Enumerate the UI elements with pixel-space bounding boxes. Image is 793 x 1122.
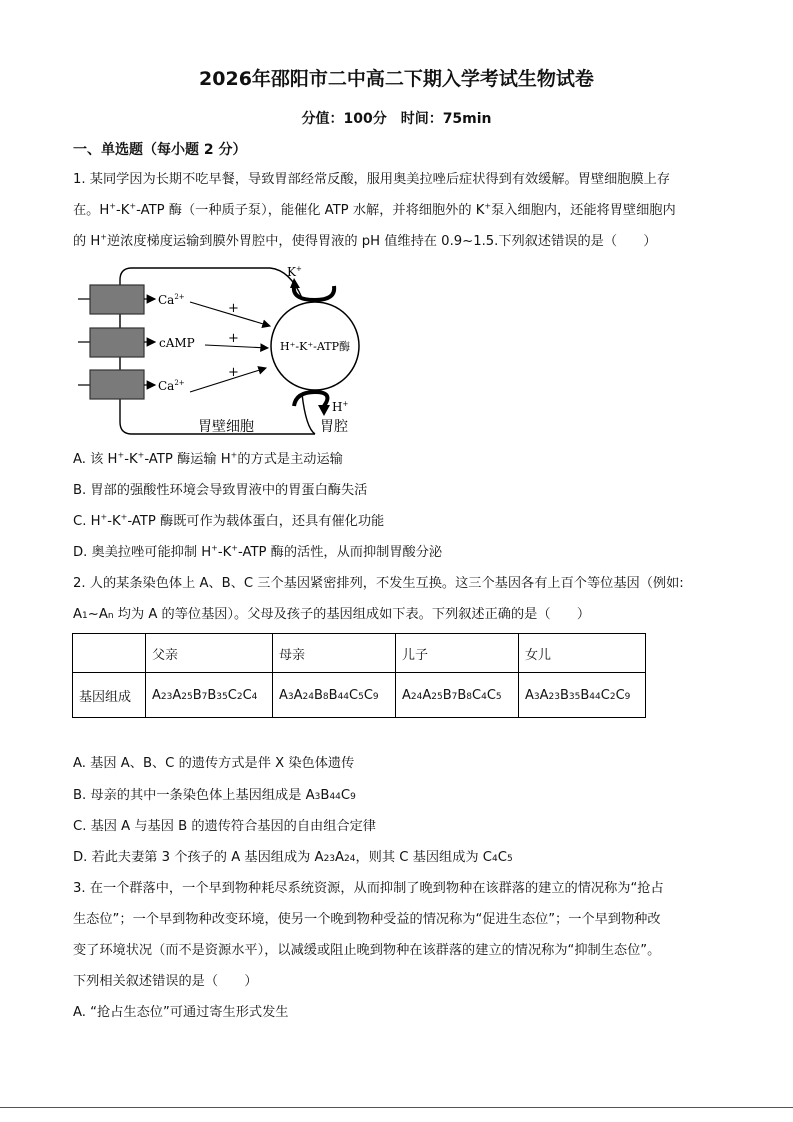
allele-number: 2: [236, 691, 243, 702]
plus-sign-top: +: [228, 301, 239, 316]
table-header-cell: [73, 634, 146, 673]
gene-letter: A: [539, 687, 549, 703]
table-header-row: [73, 634, 646, 673]
gene-letter: A: [402, 687, 411, 703]
q1-stem-line-3: 的 H+逆浓度梯度运输到膜外胃腔中，使得胃液的 pH 值维持在 0.9~1.5.下列叙述错误的是（ ）: [73, 232, 657, 249]
h-ion-arrow: [294, 392, 327, 406]
q2-stem-line-1: 2. 人的某条染色体上 A、B、C 三个基因紧密排列，不发生互换。这三个基因各有上百个等位基因（例如:: [73, 576, 684, 591]
table-row: [73, 673, 646, 718]
q3-stem-line-3: 变了环境状况（而不是资源水平），以减缓或阻止晚到物种在该群落的建立的情况称为“抑制生态位”。: [73, 943, 661, 958]
allele-number: 35: [568, 691, 581, 702]
table-header-cell: 父亲: [146, 634, 273, 673]
q3-stem-line-1: 3. 在一个群落中，一个早到物种耗尽系统资源，从而抑制了晚到物种在该群落的建立的情况称为“抢占: [73, 881, 664, 896]
q1-stem-line-2: 在。H+-K+-ATP 酶（一种质子泵），能催化 ATP 水解，并将细胞外的 K+泵入细胞内，还能将胃壁细胞内: [73, 201, 676, 218]
genotype-cell-mother: [273, 673, 396, 718]
ca-label-bottom: $Ca^{2+}$: [158, 379, 185, 393]
allele-number: 7: [451, 691, 458, 702]
allele-number: 4: [481, 691, 487, 702]
q1-option-b[interactable]: B. 胃部的强酸性环境会导致胃液中的胃蛋白酶失活: [73, 483, 368, 498]
receptor-box-middle: [90, 328, 144, 357]
gene-letter: C: [349, 687, 359, 703]
plus-sign-bottom: +: [228, 365, 239, 380]
gene-letter: B: [192, 687, 202, 703]
q2-option-d[interactable]: D. 若此夫妻第 3 个孩子的 A 基因组成为 A23A24，则其 C 基因组成为 C4C5: [73, 850, 513, 865]
q1-option-a[interactable]: A. 该 H+-K+-ATP 酶运输 H+的方式是主动运输: [73, 450, 343, 467]
gene-letter: A: [422, 687, 432, 703]
allele-number: 2: [609, 691, 616, 702]
allele-number: 3: [533, 691, 540, 702]
q1-option-d[interactable]: D. 奥美拉唑可能抑制 H+-K+-ATP 酶的活性，从而抑制胃酸分泌: [73, 543, 443, 560]
allele-number: 4: [251, 691, 258, 702]
table-header-cell: 儿子: [396, 634, 519, 673]
gene-letter: B: [580, 687, 590, 703]
gene-letter: A: [279, 687, 288, 703]
q2-genotype-table: [72, 633, 646, 718]
gene-letter: C: [600, 687, 610, 703]
allele-number: 35: [216, 691, 228, 702]
q2-option-b[interactable]: B. 母亲的其中一条染色体上基因组成是 A3B44C9: [73, 788, 356, 803]
allele-number: 23: [548, 691, 560, 702]
gene-letter: C: [486, 687, 496, 703]
receptor-box-bottom: [90, 370, 144, 399]
gene-letter: B: [328, 687, 338, 703]
gene-letter: B: [314, 687, 323, 703]
allele-number: 5: [495, 691, 502, 702]
gene-letter: A: [293, 687, 303, 703]
q2-stem-line-2: A1~An 均为 A 的等位基因）。父母及孩子的基因组成如下表。下列叙述正确的是（ ）: [73, 607, 591, 622]
allele-number: 25: [181, 691, 193, 702]
k-ion-label: K+: [287, 265, 302, 279]
allele-number: 44: [337, 691, 350, 702]
cell-label: 胃壁细胞: [198, 419, 254, 435]
gene-letter: B: [442, 687, 452, 703]
allele-number: 44: [589, 691, 601, 702]
row-label-cell: 基因组成: [73, 673, 146, 718]
allele-number: 9: [624, 691, 631, 702]
section-heading: 一、单选题（每小题 2 分）: [73, 142, 247, 158]
exam-title: 2026年邵阳市二中高二下期入学考试生物试卷: [199, 68, 594, 90]
gene-letter: A: [152, 687, 161, 703]
lumen-label: 胃腔: [320, 419, 348, 435]
q3-stem-line-4: 下列相关叙述错误的是（ ）: [73, 974, 258, 989]
genotype-cell-daughter: [519, 673, 646, 718]
q1-stem-line-1: 1. 某同学因为长期不吃早餐，导致胃部经常反酸，服用奥美拉唑后症状得到有效缓解。胃壁细胞膜上存: [73, 172, 671, 187]
q3-option-a[interactable]: A. “抢占生态位”可通过寄生形式发生: [73, 1005, 289, 1020]
gene-letter: C: [242, 687, 252, 703]
exam-subtitle: 分值：100分 时间：75min: [301, 111, 492, 127]
allele-number: 9: [372, 691, 379, 702]
gene-letter: B: [457, 687, 467, 703]
q1-option-c[interactable]: C. H+-K+-ATP 酶既可作为载体蛋白，还具有催化功能: [73, 512, 385, 529]
q2-option-c[interactable]: C. 基因 A 与基因 B 的遗传符合基因的自由组合定律: [73, 819, 376, 834]
genotype-cell-father: [146, 673, 273, 718]
camp-label: cAMP: [159, 336, 195, 350]
allele-number: 5: [358, 691, 364, 702]
gene-letter: C: [472, 687, 482, 703]
allele-number: 8: [322, 691, 329, 702]
allele-number: 25: [431, 691, 443, 702]
genotype-cell-son: [396, 673, 519, 718]
allele-number: 24: [410, 691, 423, 702]
allele-number: 7: [201, 691, 208, 702]
plus-sign-middle: +: [228, 331, 239, 346]
table-header-cell: 女儿: [519, 634, 646, 673]
gene-letter: B: [560, 687, 569, 703]
gene-letter: C: [227, 687, 237, 703]
enzyme-label: H⁺-K⁺-ATP酶: [280, 340, 350, 353]
allele-number: 8: [466, 691, 473, 702]
gene-letter: C: [615, 687, 625, 703]
gene-letter: C: [363, 687, 373, 703]
q2-option-a[interactable]: A. 基因 A、B、C 的遗传方式是伴 X 染色体遗传: [73, 756, 355, 771]
footer-divider: [0, 1107, 793, 1108]
allele-number: 3: [287, 691, 294, 702]
gene-letter: A: [172, 687, 182, 703]
h-ion-label: H+: [332, 400, 349, 414]
allele-number: 23: [160, 691, 173, 702]
q3-stem-line-2: 生态位”；一个早到物种改变环境，使另一个晚到物种受益的情况称为“促进生态位”；一个早到物种改: [73, 912, 661, 927]
allele-number: 24: [302, 691, 314, 702]
q1-proton-pump-diagram: [70, 258, 380, 442]
gene-letter: B: [207, 687, 217, 703]
table-header-cell: 母亲: [273, 634, 396, 673]
receptor-box-top: [90, 285, 144, 314]
ca-label-top: $Ca^{2+}$: [158, 293, 185, 307]
gene-letter: A: [525, 687, 534, 703]
